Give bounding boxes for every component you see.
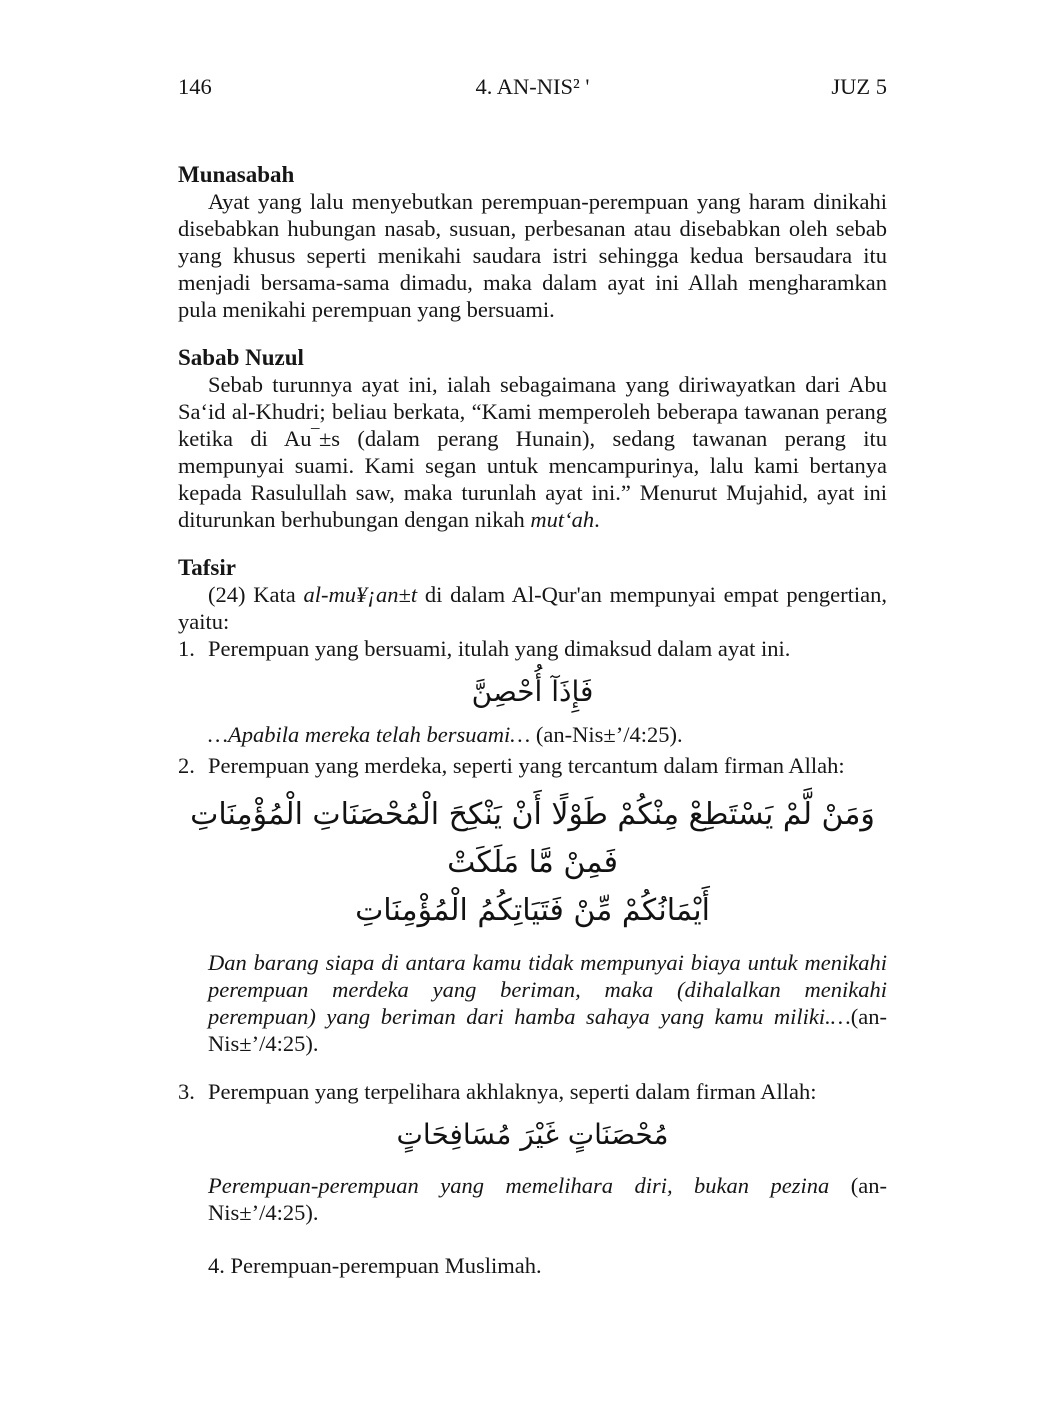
running-header: [178, 73, 887, 100]
list-item-1: [178, 635, 887, 662]
tafsir-intro-italic-term: al-mu¥¡an±t: [303, 582, 418, 607]
translation-2-italic: Dan barang siapa di antara kamu tidak mempunyai biaya untuk menikahi perempuan merdeka yang beriman, maka (dihalalkan menikahi perempuan) yang beriman dari hamba sahaya yang kamu miliki.…: [208, 950, 887, 1029]
tafsir-intro-post: di dalam Al-Qur'an mempunyai empat pengertian, yaitu:: [178, 582, 887, 634]
translation-1: [208, 721, 887, 748]
translation-3-reference: (an-Nis±’/4:25).: [208, 1173, 887, 1225]
list-item-3: [178, 1078, 887, 1105]
translation-1-reference: (an-Nis±’/4:25).: [530, 722, 683, 747]
translation-1-italic: …Apabila mereka telah bersuami…: [208, 722, 531, 747]
translation-2: [208, 949, 887, 1057]
tafsir-intro-pre: (24) Kata: [208, 582, 304, 607]
sabab-nuzul-period: .: [594, 507, 600, 532]
surah-title: 4. AN-NIS² ': [475, 74, 590, 99]
list-item-1-number: 1.: [178, 636, 195, 661]
section-heading-tafsir: Tafsir: [178, 555, 236, 580]
list-item-2-text: Perempuan yang merdeka, seperti yang tercantum dalam firman Allah:: [208, 753, 845, 778]
arabic-verse-2-line-2: أَيْمَانُكُمْ مِّنْ فَتَيَاتِكُمُ الْمُؤْمِنَاتِ: [355, 893, 710, 928]
list-item-1-text: Perempuan yang bersuami, itulah yang dimaksud dalam ayat ini.: [208, 636, 791, 661]
arabic-verse-2-line-1: وَمَنْ لَّمْ يَسْتَطِعْ مِنْكُمْ طَوْلًا أَنْ يَنْكِحَ الْمُحْصَنَاتِ الْمُؤْمِنَاتِ فَمِنْ مَّا مَلَكَتْ: [190, 797, 875, 880]
section-heading-sabab-nuzul: Sabab Nuzul: [178, 345, 304, 370]
list-item-2-number: 2.: [178, 753, 195, 778]
translation-2-reference: (an-Nis±’/4:25).: [208, 1004, 887, 1056]
juz-label: JUZ 5: [831, 74, 887, 99]
translation-3: [208, 1172, 887, 1226]
section-heading-munasabah: Munasabah: [178, 162, 295, 187]
sabab-nuzul-text: Sebab turunnya ayat ini, ialah sebagaimana yang diriwayatkan dari Abu Sa‘id al-Khudri; beliau berkata, “Kami memperoleh beberapa tawanan perang ketika di Au‾±s (dalam perang Hunain), sedang tawanan perang itu mempunyai suami. Kami segan untuk mencampurinya, lalu kami bertanya kepada Rasulullah saw, maka turunlah ayat ini.” Menurut Mujahid, ayat ini diturunkan berhubungan dengan nikah: [178, 372, 887, 532]
list-item-3-number: 3.: [178, 1079, 195, 1104]
tafsir-intro-paragraph: [178, 581, 887, 635]
arabic-verse-3: مُحْصَنَاتٍ غَيْرَ مُسَافِحَاتٍ: [396, 1118, 669, 1151]
list-item-4: 4. Perempuan-perempuan Muslimah.: [208, 1253, 542, 1278]
translation-3-italic: Perempuan-perempuan yang memelihara diri, bukan pezina: [208, 1173, 830, 1198]
sabab-nuzul-paragraph: [178, 371, 887, 533]
arabic-verse-1: فَإِذَآ أُحْصِنَّ: [471, 675, 594, 708]
list-item-2: [178, 752, 887, 779]
sabab-nuzul-italic-term: mut‘ah: [530, 507, 595, 532]
munasabah-paragraph: Ayat yang lalu menyebutkan perempuan-perempuan yang haram dinikahi disebabkan hubungan nasab, susuan, perbesanan atau disebabkan oleh sebab yang khusus seperti menikahi saudara istri sehingga kedua bersaudara itu menjadi bersama-sama dimadu, maka dalam ayat ini Allah mengharamkan pula menikahi perempuan yang bersuami.: [178, 189, 887, 322]
page-number: 146: [178, 74, 212, 99]
list-item-3-text: Perempuan yang terpelihara akhlaknya, seperti dalam firman Allah:: [208, 1079, 817, 1104]
arabic-verse-2: [178, 791, 887, 935]
